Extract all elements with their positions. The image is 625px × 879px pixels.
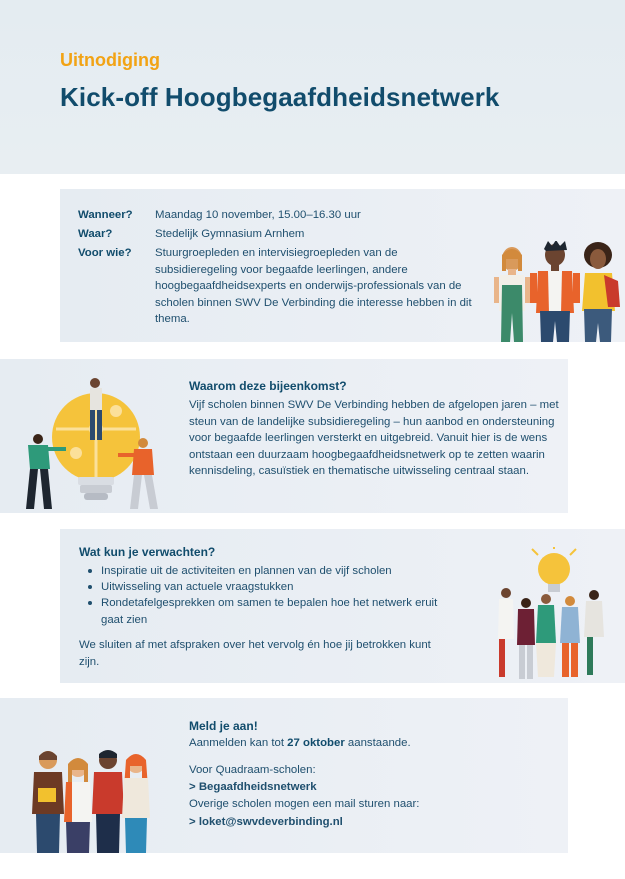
puzzle-lightbulb-illustration [18,377,168,511]
expectations-list [79,563,449,628]
page-title: Kick-off Hoogbegaafdheidsnetwerk [60,82,500,112]
list-item [79,595,449,627]
deadline-date: 27 oktober [287,737,345,749]
event-details-card [60,189,625,342]
signup-deadline [189,735,411,751]
group-of-people-illustration [28,748,156,853]
why-body-text: Vijf scholen binnen SWV De Verbinding hebben de afgelopen jaren – met steun van de landelijke subsidieregeling – hun aanbod en ondersteuning voor begaafde leerlingen versterkt en uitgebreid. Vanuit hier is de wens ontstaan een duurzaam hoogbegaafdheidsnetwerk op te zetten waarin kennisdeling, casuïstiek en thematische uitwisseling centraal staan. [189,399,559,477]
list-item-text: Rondetafelgesprekken om samen te bepalen hoe het netwerk eruit gaat zien [101,597,438,626]
deadline-suffix: aanstaande. [344,737,411,749]
email-link[interactable]: > loket@swvdeverbinding.nl [189,816,343,828]
quadraam-label: Voor Quadraam-scholen: [189,764,316,776]
header-banner [0,0,625,174]
list-item [79,563,449,579]
who-label: Voor wie? [78,247,132,259]
when-value: Maandag 10 november, 15.00–16.30 uur [155,209,361,221]
expectations-heading: Wat kun je verwachten? [79,545,216,559]
invitation-kicker: Uitnodiging [60,50,160,70]
where-value: Stedelijk Gymnasium Arnhem [155,228,305,240]
where-row [78,226,475,243]
who-value: Stuurgroepleden en intervisiegroepleden van de subsidieregeling voor begaafde leerlingen, andere hoogbegaafdheidsexperts en onderwijs-professionals van de scholen binnen SWV De Verbinding die interesse hebben in dit thema. [155,247,472,325]
list-item-text: Uitwisseling van actuele vraagstukken [101,581,294,594]
deadline-prefix: Aanmelden kan tot [189,737,288,749]
bullet-icon [88,585,92,589]
team-lightbulb-illustration [492,547,612,681]
when-label: Wanneer? [78,209,133,221]
signup-heading: Meld je aan! [189,719,258,733]
why-section-card [0,359,568,513]
where-label: Waar? [78,228,113,240]
begaafdheidsnetwerk-link[interactable]: > Begaafdheidsnetwerk [189,781,317,793]
list-item [79,579,449,595]
expectations-closing: We sluiten af met afspraken over het vervolg én hoe jij betrokken kunt zijn. [79,639,431,668]
why-heading: Waarom deze bijeenkomst? [189,379,347,393]
who-row [78,245,475,328]
signup-card [0,698,568,853]
bullet-icon [88,569,92,573]
when-row [78,207,475,224]
other-schools-label: Overige scholen mogen een mail sturen naar: [189,798,420,810]
bullet-icon [88,601,92,605]
expectations-card [60,529,625,683]
list-item-text: Inspiratie uit de activiteiten en plannen van de vijf scholen [101,565,392,577]
students-illustration [492,241,622,342]
